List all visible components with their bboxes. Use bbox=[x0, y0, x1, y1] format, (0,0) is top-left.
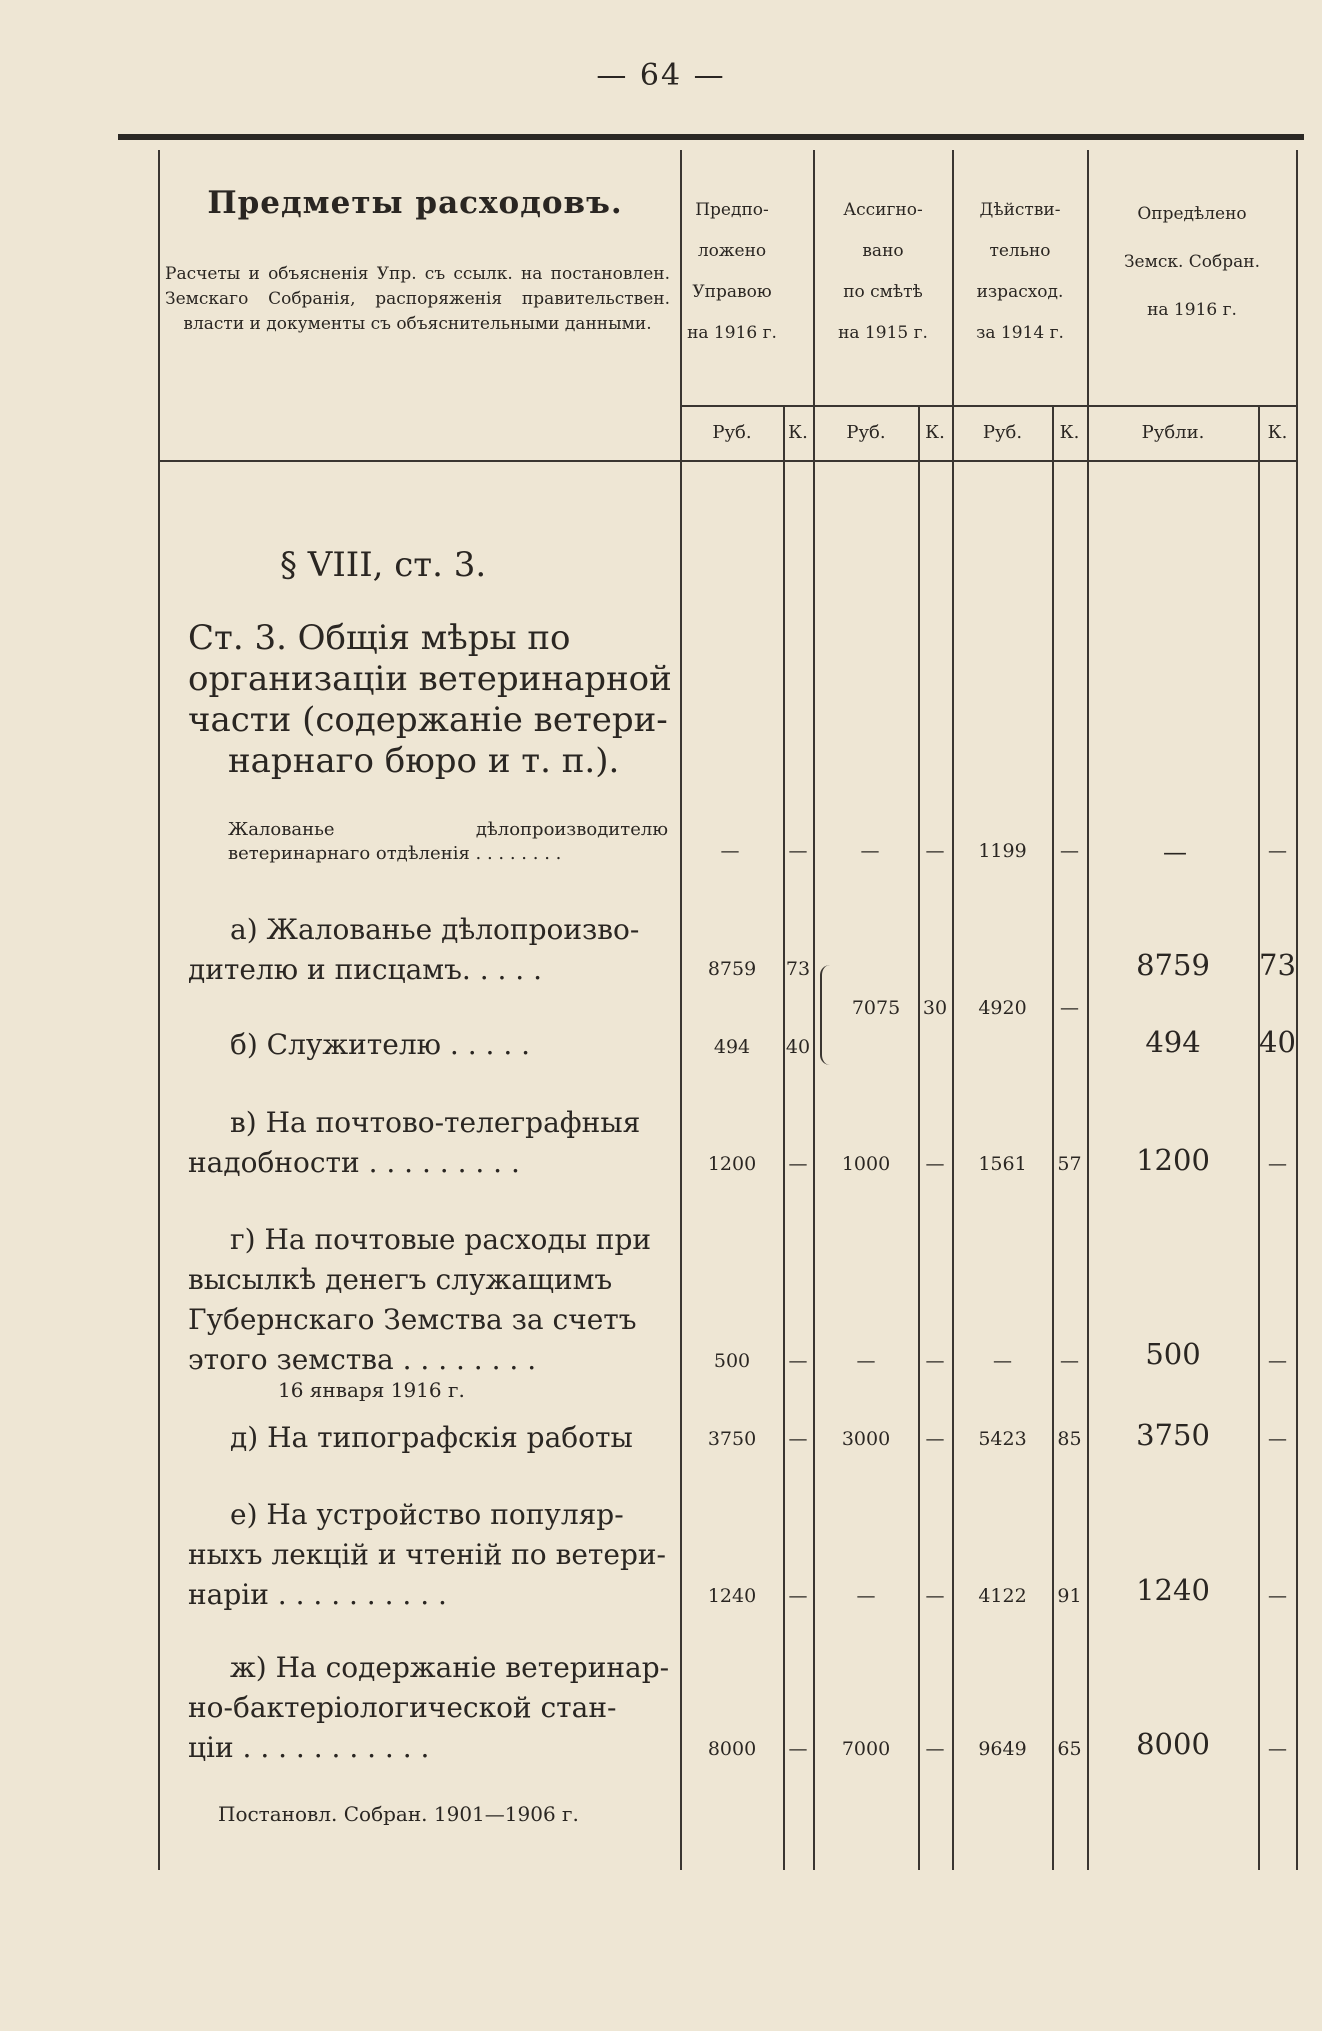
cell-assigned-rub: 1000 bbox=[841, 1153, 891, 1175]
cell-determined-rub: 3750 bbox=[1136, 1418, 1210, 1452]
cell-proposed-rub: 494 bbox=[713, 1036, 751, 1058]
cell-actual-k: 85 bbox=[1057, 1428, 1082, 1450]
cell-actual-rub: 4920 bbox=[978, 997, 1027, 1019]
cell-assigned-rub: 3000 bbox=[841, 1428, 891, 1450]
cell-assigned-rub: 7000 bbox=[841, 1738, 891, 1760]
unit-k: К. bbox=[1059, 422, 1080, 443]
cell-dash: — bbox=[1268, 840, 1287, 862]
table-border-left bbox=[158, 150, 160, 1870]
row-a-line: а) Жалованье дѣлопроизво- bbox=[230, 913, 640, 946]
cell-proposed-rub: 3750 bbox=[707, 1428, 757, 1450]
header-note: Расчеты и объясненія Упр. съ ссылк. на постановлен. Земскаго Собранія, распоряженія правительствен. власти и документы съ объяснительными данными. bbox=[165, 264, 670, 334]
row-e-line: наріи . . . . . . . . . . bbox=[188, 1578, 447, 1611]
unit-k: К. bbox=[788, 422, 808, 443]
row-d-line: д) На типографскія работы bbox=[230, 1421, 633, 1454]
heading-line: вано bbox=[862, 241, 904, 261]
unit-k: К. bbox=[925, 422, 945, 443]
cell-dash: — bbox=[1268, 1428, 1287, 1450]
top-rule bbox=[118, 134, 1304, 140]
cell-dash: — bbox=[1268, 1153, 1287, 1175]
heading-line: на 1916 г. bbox=[687, 323, 777, 343]
cell-dash: — bbox=[720, 840, 740, 862]
heading-line: ложено bbox=[697, 241, 767, 261]
article-line: Ст. 3. Общія мѣры по bbox=[188, 618, 571, 658]
cell-actual-k: 91 bbox=[1057, 1585, 1082, 1607]
cell-actual-k: 65 bbox=[1057, 1738, 1082, 1760]
cell-dash: — bbox=[1060, 997, 1079, 1019]
unit-rub: Руб. bbox=[712, 422, 752, 443]
cell-actual-rub: 4122 bbox=[978, 1585, 1027, 1607]
heading-line: Ассигно- bbox=[843, 200, 923, 220]
cell-dash: — bbox=[788, 1428, 808, 1450]
column-divider bbox=[1258, 405, 1260, 1870]
cell-actual-rub: 1199 bbox=[978, 840, 1027, 862]
cell-dash: — bbox=[788, 1738, 808, 1760]
cell-determined-rub: 1240 bbox=[1136, 1573, 1210, 1607]
column-divider bbox=[1052, 405, 1054, 1870]
column-divider bbox=[680, 150, 682, 1870]
page-number: — 64 — bbox=[596, 58, 726, 93]
header-unit-rule bbox=[680, 405, 1296, 407]
cell-dash: — bbox=[788, 1153, 808, 1175]
heading-line: за 1914 г. bbox=[976, 323, 1064, 343]
cell-actual-k: 57 bbox=[1057, 1153, 1082, 1175]
cell-dash: — bbox=[925, 1585, 945, 1607]
unit-rub: Руб. bbox=[846, 422, 886, 443]
cell-proposed-k: 73 bbox=[785, 958, 811, 980]
cell-proposed-k: 40 bbox=[785, 1036, 811, 1058]
col-proposed-heading bbox=[682, 190, 782, 354]
article-line: части (содержаніе ветери- bbox=[188, 700, 668, 740]
cell-dash: — bbox=[1268, 1585, 1287, 1607]
row-b-line: б) Служителю . . . . . bbox=[230, 1028, 531, 1061]
heading-line: по смѣтѣ bbox=[843, 282, 923, 302]
article-heading bbox=[188, 618, 672, 782]
row-g-line: Губернскаго Земства за счетъ bbox=[188, 1303, 637, 1336]
unit-k: К. bbox=[1267, 422, 1288, 443]
cell-dash: — bbox=[860, 840, 880, 862]
cell-proposed-rub: 1240 bbox=[707, 1585, 757, 1607]
cell-assigned-rub: 7075 bbox=[851, 997, 901, 1019]
column-divider bbox=[918, 405, 920, 1870]
row-v-line: надобности . . . . . . . . . bbox=[188, 1146, 520, 1179]
col-actual-heading bbox=[954, 190, 1086, 354]
row-e-line: ныхъ лекцій и чтеній по ветери- bbox=[188, 1538, 667, 1571]
row-g-note: 16 января 1916 г. bbox=[278, 1378, 465, 1402]
cell-determined-rub: 1200 bbox=[1136, 1143, 1210, 1177]
heading-line: Предпо- bbox=[695, 200, 769, 220]
cell-dash: — bbox=[856, 1585, 876, 1607]
cell-actual-rub: 5423 bbox=[978, 1428, 1027, 1450]
heading-line: Опредѣлено bbox=[1137, 204, 1247, 224]
column-divider bbox=[783, 405, 785, 1870]
cell-dash: — bbox=[925, 840, 945, 862]
table-border-right bbox=[1296, 150, 1298, 1870]
col-assigned-heading bbox=[815, 190, 951, 354]
cell-determined-rub: 8000 bbox=[1136, 1727, 1210, 1761]
row-zh-line: ціи . . . . . . . . . . . bbox=[188, 1731, 430, 1764]
header-bottom-rule bbox=[158, 460, 1296, 462]
cell-dash: — bbox=[925, 1428, 945, 1450]
cell-dash: — bbox=[1163, 838, 1187, 866]
row-e-line: е) На устройство популяр- bbox=[230, 1498, 624, 1531]
cell-dash: — bbox=[925, 1153, 945, 1175]
cell-dash: — bbox=[993, 1350, 1012, 1372]
heading-line: израсход. bbox=[976, 282, 1064, 302]
cell-determined-k: 73 bbox=[1259, 948, 1296, 982]
unit-rub: Руб. bbox=[982, 422, 1023, 443]
cell-dash: — bbox=[1268, 1738, 1287, 1760]
cell-determined-rub: 8759 bbox=[1136, 948, 1210, 982]
cell-dash: — bbox=[1060, 1350, 1079, 1372]
cell-proposed-rub: 1200 bbox=[707, 1153, 757, 1175]
heading-line: тельно bbox=[989, 241, 1051, 261]
heading-line: Дѣйстви- bbox=[979, 200, 1061, 220]
row-g-line: г) На почтовые расходы при bbox=[230, 1223, 652, 1256]
cell-dash: — bbox=[856, 1350, 876, 1372]
cell-dash: — bbox=[925, 1350, 945, 1372]
cell-actual-rub: 1561 bbox=[978, 1153, 1027, 1175]
column-divider bbox=[813, 150, 815, 1870]
heading-line: на 1915 г. bbox=[838, 323, 928, 343]
row-v-line: в) На почтово-телеграфныя bbox=[230, 1106, 641, 1139]
section-heading: § VIII, ст. 3. bbox=[280, 545, 487, 585]
cell-proposed-rub: 8759 bbox=[707, 958, 757, 980]
row-a-line: дителю и писцамъ. . . . . bbox=[188, 953, 542, 986]
header-title: Предметы расходовъ. bbox=[207, 185, 623, 221]
cell-dash: — bbox=[788, 1350, 808, 1372]
row-zh-note: Постановл. Собран. 1901—1906 г. bbox=[218, 1802, 579, 1826]
cell-dash: — bbox=[788, 1585, 808, 1607]
cell-proposed-rub: 8000 bbox=[707, 1738, 757, 1760]
cell-determined-rub: 494 bbox=[1145, 1025, 1201, 1059]
cell-determined-k: 40 bbox=[1259, 1025, 1296, 1059]
cell-assigned-k: 30 bbox=[922, 997, 948, 1019]
cell-determined-rub: 500 bbox=[1145, 1337, 1201, 1371]
cell-dash: — bbox=[925, 1738, 945, 1760]
row-salary-clerk-text: Жалованье дѣлопроизводителю ветеринарнаго отдѣленія . . . . . . . . bbox=[228, 819, 668, 864]
cell-proposed-rub: 500 bbox=[713, 1350, 751, 1372]
cell-dash: — bbox=[1268, 1350, 1287, 1372]
article-line: нарнаго бюро и т. п.). bbox=[228, 741, 620, 781]
heading-line: Земск. Собран. bbox=[1123, 252, 1261, 272]
row-zh-line: но-бактеріологической стан- bbox=[188, 1691, 617, 1724]
row-g-line: высылкѣ денегъ служащимъ bbox=[188, 1263, 613, 1296]
column-divider bbox=[1087, 150, 1089, 1870]
cell-dash: — bbox=[788, 840, 808, 862]
heading-line: Управою bbox=[692, 282, 772, 302]
unit-rubli: Рубли. bbox=[1141, 422, 1205, 443]
row-g-line: этого земства . . . . . . . . bbox=[188, 1343, 537, 1376]
cell-dash: — bbox=[1060, 840, 1079, 862]
row-zh-line: ж) На содержаніе ветеринар- bbox=[230, 1651, 670, 1684]
col-determined-heading bbox=[1089, 190, 1295, 334]
article-line: организаціи ветеринарной bbox=[188, 659, 672, 699]
cell-actual-rub: 9649 bbox=[978, 1738, 1027, 1760]
shared-brace bbox=[820, 965, 834, 1065]
heading-line: на 1916 г. bbox=[1147, 300, 1237, 320]
